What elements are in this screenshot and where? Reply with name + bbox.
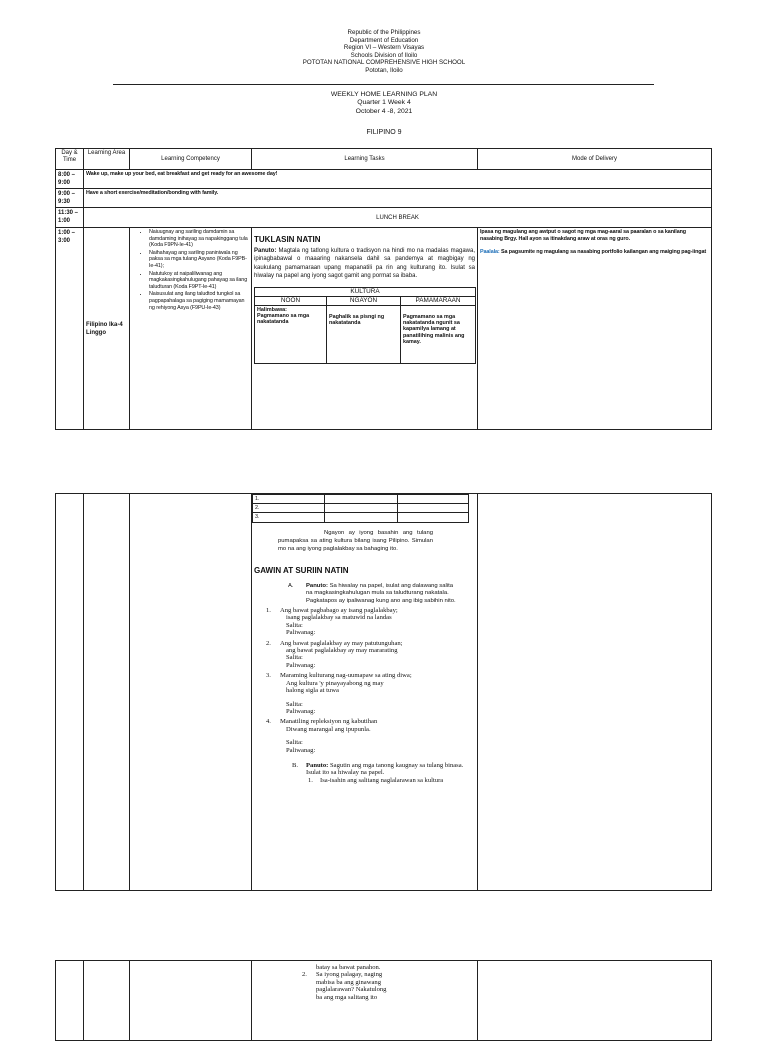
item-number: 4.: [266, 718, 271, 726]
ngayon-text: Ngayon ay iyong basahin ang tulang pumapaksa sa ating kultura bilang isang Pilipino. Simulan mo na ang iyong paglalakbay sa bahaging ito.: [278, 529, 433, 553]
item-line: isang paglalakbay sa matuwid na landas: [286, 614, 392, 622]
answer-number: 2.: [253, 504, 325, 513]
subject-title: FILIPINO 9: [366, 129, 402, 136]
item-line: ba ang mga salitang ito: [316, 993, 378, 1001]
panuto-label: Panuto:: [306, 761, 329, 769]
row-time: 11:30 – 1:00: [56, 208, 84, 228]
item-line: Maraming kulturang nag-uumapaw sa ating diwa;: [280, 672, 412, 680]
item-line: Paliwanag:: [286, 746, 316, 754]
row-activity: Wake up, make up your bed, eat breakfast and get ready for an awesome day!: [84, 170, 712, 189]
row-time: 8:00 – 9:00: [56, 170, 84, 189]
empty-cell: [84, 961, 130, 1041]
item-number: 2.: [266, 639, 271, 647]
empty-cell: [478, 494, 712, 891]
row-time: 9:00 – 9:30: [56, 189, 84, 208]
list-item: [302, 971, 475, 1001]
col-header-tasks: Learning Tasks: [252, 149, 478, 170]
kultura-title: KULTURA: [255, 287, 476, 296]
table-row: [56, 961, 712, 1041]
item-line: Salita:: [286, 739, 303, 747]
kultura-header: NOON: [255, 296, 327, 305]
item-number: 3.: [266, 672, 271, 680]
title-line: WEEKLY HOME LEARNING PLAN: [330, 91, 438, 98]
answer-number: 3.: [253, 513, 325, 522]
panuto-text: Magtala ng tatlong kultura o tradisyon na hindi mo na madalas magawa, ipinagbabawal o maaaring nakansela dahil sa pandemya at magbigay ng kaukulang pamamaraan upang mapanatili pa rin ang kulturang ito. Isulat sa hiwalay na papel ang iyong sagot gamit ang pormat sa ibaba.: [254, 248, 476, 280]
task-instructions: [254, 247, 475, 281]
paalala: [480, 249, 709, 256]
table-row: [56, 494, 712, 891]
lunch-break: LUNCH BREAK: [84, 208, 712, 228]
part-b-text: Sagutin ang mga tanong kaugnay sa tulang binasa. Isulat ito sa hiwalay na papel.: [306, 761, 464, 777]
item-text: Isa-isahin ang salitang naglalarawan sa kultura: [320, 776, 444, 784]
item-line: Paliwanag:: [286, 629, 316, 637]
item-line: Ang bawat pagbabago ay isang paglalakbay;: [280, 607, 398, 615]
list-item: [262, 718, 469, 754]
panuto-label: Panuto:: [254, 248, 277, 254]
header-divider: [113, 84, 654, 85]
item-line: Salita:: [286, 621, 303, 629]
part-a: [288, 583, 457, 605]
item-line: Sa iyong palagay, naging: [316, 971, 383, 979]
learning-tasks-cell: [252, 961, 478, 1041]
item-line: Salita:: [286, 700, 303, 708]
row-activity: Have a short exercise/meditation/bonding with family.: [84, 189, 712, 208]
col-header-learning-area: Learning Area: [84, 149, 130, 170]
empty-cell: [478, 961, 712, 1041]
item-line: Ang kultura 'y pinayayabong ng may: [286, 679, 384, 687]
item-line: paglalarawan? Nakatulong: [316, 986, 387, 994]
delivery-text: Ipasa ng magulang ang awtput o sagot ng mga mag-aaral sa paaralan o sa kanilang nasabing Brgy. Hall ayon sa itinakdang araw at oras ng guro.: [480, 229, 686, 243]
part-label: A.: [288, 582, 294, 589]
item-line: Diwang marangal ang ipupunla.: [286, 725, 371, 733]
header-line: Schools Division of Iloilo: [350, 51, 418, 59]
list-item: [262, 640, 469, 670]
header-line: Department of Education: [349, 36, 419, 44]
kultura-cell: Paghalik sa pisngi ng nakatatanda: [327, 306, 401, 364]
header-line: Region VI – Western Visayas: [343, 44, 425, 52]
task-heading: TUKLASIN NATIN: [254, 235, 321, 244]
item-line: Paliwanag:: [286, 661, 316, 669]
panuto-label: Panuto:: [306, 582, 328, 589]
section-heading: GAWIN AT SURIIN NATIN: [254, 565, 349, 575]
col-header-day-time: Day & Time: [56, 149, 84, 170]
learning-tasks-cell: [252, 228, 478, 430]
competency-list: [130, 228, 252, 430]
empty-cell: [56, 494, 84, 891]
kultura-table: [254, 287, 476, 364]
table-row: [56, 228, 712, 430]
item-line: batay sa bawat panahon.: [316, 964, 381, 971]
table-row: [56, 208, 712, 228]
empty-cell: [56, 961, 84, 1041]
item-line: halong sigla at tuwa: [286, 687, 339, 695]
list-item: • Naiuugnay ang sariling damdamin sa damdaming inihayag sa napakinggang tula (Koda F9PN-Ie-41): [149, 229, 249, 249]
school-header: [0, 29, 768, 75]
item-number: 1.: [308, 776, 313, 784]
continuation-table: [55, 493, 712, 891]
list-item: [306, 777, 469, 784]
list-item: • Naisusulat ang ilang taludtod tungkol sa pagpapahalaga sa pagiging mamamayan ng rehiyong Asya (F9PU-Ie-43): [149, 291, 249, 311]
row-time: 1:00 – 3:00: [56, 228, 84, 430]
paalala-label: Paalala:: [480, 248, 500, 255]
list-item: • Natutukoy at naipaliliwanag ang magkakasingkahulugang pahayag sa ilang taludturan (Koda F9PT-Ie-41): [149, 271, 249, 291]
item-number: 2.: [302, 971, 307, 979]
table-header-row: [56, 149, 712, 170]
header-line: Republic of the Philippines: [347, 29, 421, 36]
list-item: • Naihahayag ang sariling paniniwala ng paksa sa mga tulang Asyano (Koda F9PB-Ie-41);: [149, 250, 249, 270]
empty-cell: [130, 961, 252, 1041]
learning-plan-table: [55, 148, 712, 430]
paalala-text: Sa pagsumite ng magulang sa nasabing portfolio kailangan ang maiging pag-iingat: [501, 248, 707, 255]
kultura-header: NGAYON: [327, 296, 401, 305]
item-line: Manatiling repleksiyon ng kabutihan: [280, 718, 378, 726]
answer-number: 1.: [253, 495, 325, 504]
item-line: Salita:: [286, 654, 303, 662]
part-label: B.: [292, 761, 299, 769]
continuation-table: [55, 960, 712, 1041]
part-b: [292, 762, 469, 784]
item-line: Ang bawat paglalakbay ay may patutunguhan;: [280, 639, 403, 647]
item-line: Paliwanag:: [286, 707, 316, 715]
learning-tasks-cell: [252, 494, 478, 891]
title-line: Quarter 1 Week 4: [357, 99, 411, 107]
col-header-delivery: Mode of Delivery: [478, 149, 712, 170]
part-a-text: Sa hiwalay na papel, isulat ang dalawang salita na magkasingkahulugan mula sa taludturang nakatala. Pagkatapos ay ipaliwanag kung ano ang ibig sabihin nito.: [306, 582, 456, 604]
empty-cell: [130, 494, 252, 891]
col-header-competency: Learning Competency: [130, 149, 252, 170]
header-line: Pototan, Iloilo: [365, 66, 403, 74]
kultura-cell: Pagmamano sa mga nakatatanda ngunit sa kapamilya lamang at panatilihing malinis ang kamay.: [401, 306, 476, 364]
list-item: [262, 672, 469, 715]
list-item: [262, 607, 469, 637]
item-line: mabisa ba ang ginawang: [316, 978, 382, 986]
plan-title: [0, 91, 768, 116]
title-line: October 4 -8, 2021: [355, 107, 413, 115]
items-list: [262, 607, 469, 754]
learning-area: Filipino Ika-4 Linggo: [84, 228, 130, 430]
header-line: POTOTAN NATIONAL COMPREHENSIVE HIGH SCHOOL: [302, 59, 466, 67]
empty-cell: [84, 494, 130, 891]
kultura-answer-table: [252, 494, 469, 523]
item-number: 1.: [266, 607, 271, 615]
item-line: ang bawat paglalakbay ay may mararating: [286, 647, 398, 655]
table-row: [56, 170, 712, 189]
delivery-cell: [478, 228, 712, 430]
kultura-cell: Halimbawa: Pagmamano sa mga nakatatanda: [255, 306, 327, 364]
table-row: [56, 189, 712, 208]
kultura-header: PAMAMARAAN: [401, 296, 476, 305]
